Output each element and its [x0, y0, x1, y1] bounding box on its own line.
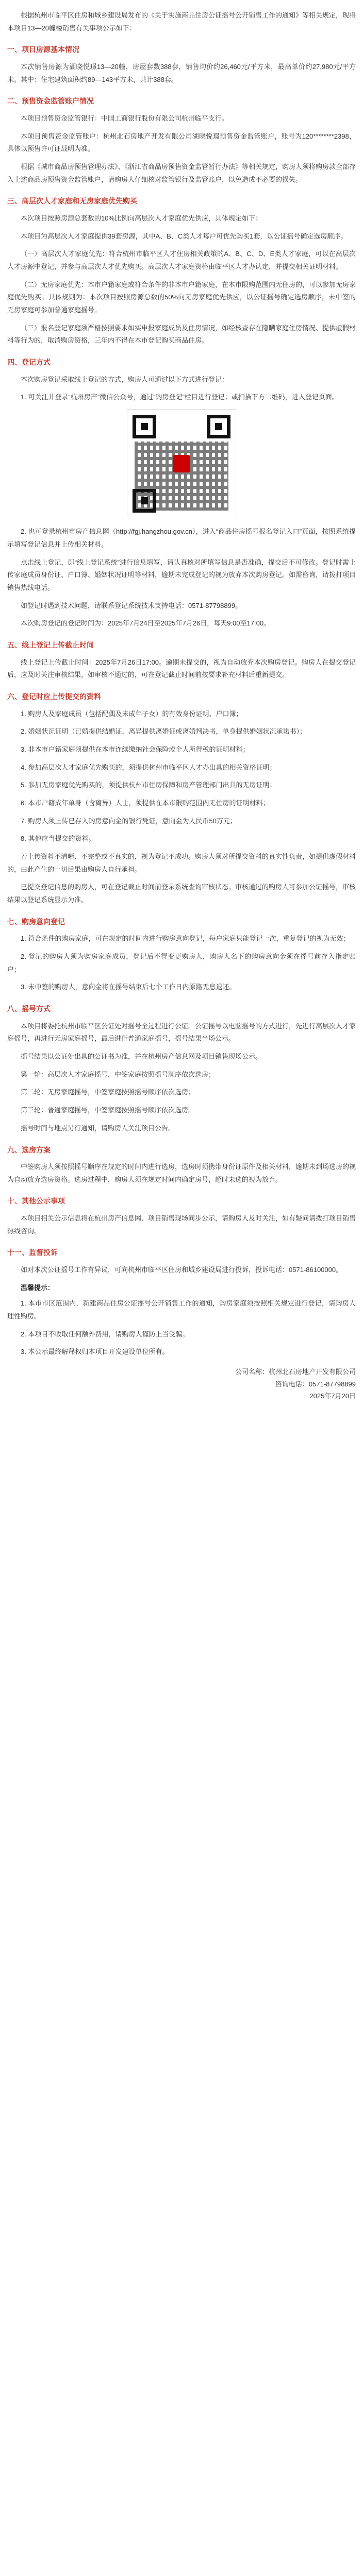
section-paragraph: 1. 符合条件的购房家庭，可在规定的时间内进行购房意向登记，每户家庭只能登记一次，重复登记的视为无效； — [21, 935, 350, 943]
section-3 — [7, 194, 356, 347]
section-paragraph: 2. 婚姻状况证明（已婚提供结婚证，离异提供离婚证或离婚判决书，单身提供婚姻状况承诺书）； — [21, 727, 306, 736]
section-paragraph: （一）高层次人才家庭优先：符合杭州市临平区人才住房相关政策的A、B、C、D、E类人才家庭，可以在高层次人才房源中登记，并参与高层次人才优先购买。高层次人才家庭资格由临平区人才办认定，并提交相关证明材料。 — [7, 250, 356, 271]
section-9 — [7, 1143, 356, 1187]
section-paragraph: 3. 非本市户籍家庭须提供在本市连续缴纳社会保险或个人所得税的证明材料； — [21, 745, 250, 753]
section-paragraph: 本次购房登记的登记时间为：2025年7月24日至2025年7月26日，每天9:00至17:00。 — [21, 619, 271, 628]
section-paragraph: 第三轮：普通家庭摇号，中签家庭按照摇号顺序依次选房。 — [21, 1106, 195, 1114]
section-paragraph: 本项目相关公示信息将在杭州房产信息网、项目销售现场同步公示，请购房人及时关注，如有疑问请拨打项目销售热线咨询。 — [7, 1214, 356, 1235]
section-5 — [7, 638, 356, 682]
intro-paragraph: 根据杭州市临平区住房和城乡建设局发布的《关于实施商品住房公证摇号公开销售工作的通知》等相关规定，现将本项目13—20幢楼销售有关事项公示如下： — [7, 11, 356, 32]
section-paragraph: 中签购房人须按照摇号顺序在规定的时间内进行选房，选房时须携带身份证原件及相关材料，逾期未到场选房的视为自动放弃选房资格。选房过程中，购房人须在规定时间内确定房号，超时未选的视为放弃。 — [7, 1163, 356, 1183]
signature-block — [7, 1366, 356, 1402]
section-heading: 四、登记方式 — [7, 358, 51, 367]
section-paragraph: 2. 登记的购房人须为购房家庭成员，登记后不得变更购房人，购房人名下的购房意向金须在摇号前存入指定账户； — [7, 953, 356, 973]
section-11 — [7, 1246, 356, 1276]
section-paragraph: 6. 本市户籍成年单身（含离异）人士，须提供在本市限购范围内无住房的证明材料； — [21, 799, 270, 807]
qr-logo-icon — [173, 455, 190, 472]
section-heading: 六、登记时应上传提交的资料 — [7, 692, 101, 701]
section-paragraph: 若上传资料不清晰、不完整或不真实的，视为登记不成功。购房人须对所提交资料的真实性负责，如提供虚假材料的，由此产生的一切后果由购房人自行承担。 — [7, 853, 356, 873]
section-paragraph: 本次销售房源为湖晓悦璟13—20幢，房屋套数388套，销售均价约26,460元/平方米，最高单价约27,980元/平方米。其中：住宅建筑面积约89—143平方米，共计388套。 — [7, 62, 356, 83]
section-paragraph: （二）无房家庭优先：本市户籍家庭或符合条件的非本市户籍家庭，在本市限购范围内无住房的，可以参加无房家庭优先购买。具体规则为：本次项目按照房源总数的50%向无房家庭优先供应，以公证摇号确定选房顺序，未中签的无房家庭可参加普通家庭摇号。 — [7, 280, 356, 314]
notice-block — [7, 1282, 356, 1359]
section-heading: 七、购房意向登记 — [7, 917, 65, 926]
section-6 — [7, 690, 356, 907]
section-1 — [7, 43, 356, 86]
section-heading: 一、项目房源基本情况 — [7, 45, 79, 54]
section-heading: 九、选房方案 — [7, 1145, 51, 1154]
notice-item: 2. 本项目不收取任何额外费用，请购房人谨防上当受骗。 — [21, 1330, 189, 1338]
section-heading: 五、线上登记上传截止时间 — [7, 640, 94, 649]
section-10 — [7, 1194, 356, 1238]
section-paragraph: 本次项目按照房源总套数的10%比例向高层次人才家庭优先供应，具体规定如下： — [21, 214, 262, 222]
section-paragraph: 本次购房登记采取线上登记的方式，购房人可通过以下方式进行登记： — [21, 375, 229, 383]
section-2 — [7, 94, 356, 186]
section-paragraph: 5. 参加无房家庭优先购买的，须提供杭州市住房保障和房产管理部门出具的无房证明； — [21, 781, 276, 789]
company-name: 公司名称：杭州北石房地产开发有限公司 — [235, 1368, 356, 1376]
section-heading: 八、摇号方式 — [7, 1005, 51, 1013]
section-paragraph: 点击线上登记，即“线上登记系统”进行信息填写，请认真核对所填写信息是否准确，提交后不可修改。登记时需上传家庭成员身份证、户口簿、婚姻状况证明等材料，逾期未完成登记的视为放弃本次购房登记。如需咨询，请拨打项目销售热线电话。 — [7, 558, 356, 591]
section-paragraph: 本项目预售资金监管账户：杭州北石房地产开发有限公司湖晓悦璟预售资金监管账户，账号为120********2398，具体以预售许可证载明为准。 — [7, 132, 356, 153]
section-paragraph: 1. 可关注并登录“杭州房产”微信公众号，通过“购房登记”栏目进行登记；或扫描下方二维码，进入登记页面。 — [21, 393, 339, 401]
section-paragraph: 第二轮：无房家庭摇号，中签家庭按照摇号顺序依次选房； — [21, 1088, 195, 1096]
qr-code-icon[interactable] — [127, 409, 236, 518]
section-heading: 十一、监督投诉 — [7, 1248, 58, 1257]
section-paragraph: （三）报名登记家庭须严格按照要求如实申报家庭成员及住房情况，如经核查存在隐瞒家庭住房情况、提供虚假材料等行为的，取消购房资格，三年内不得在本市登记购买商品住房。 — [7, 324, 356, 345]
section-paragraph: 摇号时间与地点另行通知，请购房人关注项目公告。 — [21, 1124, 175, 1132]
section-paragraph: 1. 购房人及家庭成员（包括配偶及未成年子女）的有效身份证明、户口簿； — [21, 709, 243, 718]
contact-phone: 咨询电话：0571-87798899 — [275, 1380, 356, 1388]
section-4 — [7, 355, 356, 630]
section-heading: 三、高层次人才家庭和无房家庭优先购买 — [7, 197, 137, 206]
notice-title: 温馨提示： — [21, 1283, 55, 1292]
section-paragraph: 摇号结果以公证处出具的公证书为准，并在杭州房产信息网及项目销售现场公示。 — [21, 1053, 262, 1061]
section-paragraph: 4. 参加高层次人才家庭优先购买的，须提供杭州市临平区人才办出具的相关资格证明； — [21, 763, 276, 771]
section-paragraph: 第一轮：高层次人才家庭摇号，中签家庭按照摇号顺序依次选房； — [21, 1070, 216, 1078]
section-paragraph: 本项目为高层次人才家庭提供39套房源，其中A、B、C类人才每户可优先购买1套，以公证摇号确定选房顺序。 — [21, 232, 348, 240]
section-paragraph: 7. 购房人须上传已存入购房意向金的银行凭证，意向金为人民币50万元； — [21, 817, 237, 825]
section-paragraph: 8. 其他应当提交的资料。 — [21, 835, 95, 843]
notice-item: 1. 本市市区范围内，新建商品住房公证摇号公开销售工作的通知，购房家庭须按照相关规定进行登记，请购房人理性购房。 — [7, 1299, 356, 1320]
section-paragraph: 如登记时遇到技术问题，请联系登记系统技术支持电话：0571-87798899。 — [21, 601, 242, 609]
section-paragraph: 2. 也可登录杭州市房产信息网（http://fgj.hangzhou.gov.cn），进入“商品住房摇号报名登记入口”页面，按照系统提示填写登记信息并上传相关材料。 — [7, 528, 356, 548]
publish-date: 2025年7月20日 — [309, 1392, 356, 1400]
section-8 — [7, 1002, 356, 1134]
section-paragraph: 本项目将委托杭州市临平区公证处对摇号全过程进行公证。公证摇号以电脑摇号的方式进行，先进行高层次人才家庭摇号，再进行无房家庭摇号，最后进行普通家庭摇号，摇号结果当场公示。 — [7, 1022, 356, 1043]
section-paragraph: 如对本次公证摇号工作有异议，可向杭州市临平区住房和城乡建设局进行投诉，投诉电话：0571-86100000。 — [21, 1266, 343, 1274]
section-paragraph: 3. 未中签的购房人，意向金将在摇号结束后七个工作日内原路无息退还。 — [21, 983, 236, 991]
section-7 — [7, 915, 356, 994]
section-paragraph: 线上登记上传截止时间：2025年7月26日17:00。逾期未提交的，视为自动放弃本次购房登记。购房人在提交登记后，应及时关注审核结果，如审核不通过的，可在登记截止时间前按要求补充材料后重新提交。 — [7, 658, 356, 679]
section-paragraph: 本项目预售资金监管银行：中国工商银行股份有限公司杭州临平支行。 — [21, 114, 229, 122]
notice-item: 3. 本公示最终解释权归本项目开发建设单位所有。 — [21, 1348, 169, 1356]
section-paragraph: 根据《城市商品房预售管理办法》、《浙江省商品房预售资金监管暂行办法》等相关规定，购房人须将购房款全部存入上述商品房预售资金监管账户，请购房人仔细核对监管银行及监管账户，以免造成不必要的损失。 — [7, 163, 356, 183]
section-heading: 二、预售资金监管账户情况 — [7, 97, 94, 106]
section-heading: 十、其他公示事项 — [7, 1197, 65, 1206]
section-paragraph: 已提交登记信息的购房人，可在登记截止时间前登录系统查询审核状态。审核通过的购房人可参加公证摇号，审核结果以登记系统显示为准。 — [7, 883, 356, 904]
